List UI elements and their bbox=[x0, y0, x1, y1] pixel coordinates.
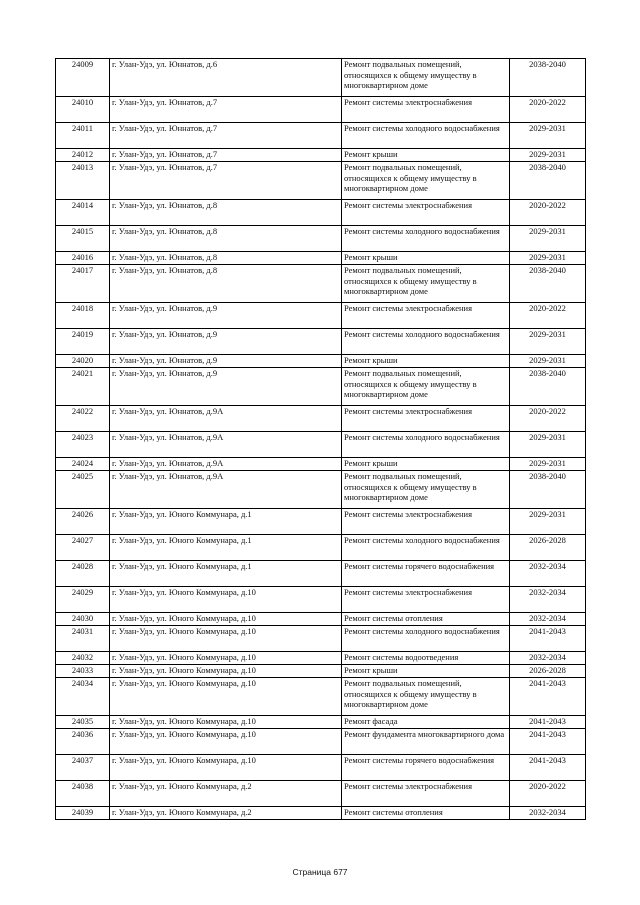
table-row bbox=[56, 265, 586, 303]
table-row bbox=[56, 200, 586, 226]
row-period: 2032-2034 bbox=[510, 561, 586, 587]
row-work: Ремонт системы горячего водоснабжения bbox=[342, 561, 510, 587]
row-period: 2029-2031 bbox=[510, 458, 586, 471]
row-id: 24019 bbox=[56, 329, 110, 355]
row-id: 24028 bbox=[56, 561, 110, 587]
table-row bbox=[56, 613, 586, 626]
row-work: Ремонт подвальных помещений, относящихся к общему имуществу в многоквартирном доме bbox=[342, 678, 510, 716]
row-period: 2020-2022 bbox=[510, 303, 586, 329]
row-work: Ремонт системы отопления bbox=[342, 807, 510, 820]
row-work: Ремонт системы холодного водоснабжения bbox=[342, 432, 510, 458]
table-row bbox=[56, 355, 586, 368]
table-row bbox=[56, 329, 586, 355]
table-row bbox=[56, 59, 586, 97]
row-work: Ремонт системы электроснабжения bbox=[342, 587, 510, 613]
row-work: Ремонт крыши bbox=[342, 665, 510, 678]
table-row bbox=[56, 807, 586, 820]
row-period: 2041-2043 bbox=[510, 678, 586, 716]
row-work: Ремонт системы электроснабжения bbox=[342, 509, 510, 535]
row-id: 24017 bbox=[56, 265, 110, 303]
row-work: Ремонт подвальных помещений, относящихся к общему имуществу в многоквартирном доме bbox=[342, 368, 510, 406]
row-period: 2020-2022 bbox=[510, 200, 586, 226]
table-row bbox=[56, 97, 586, 123]
row-address: г. Улан-Удэ, ул. Юннатов, д.9 bbox=[110, 355, 342, 368]
table-row bbox=[56, 626, 586, 652]
row-id: 24027 bbox=[56, 535, 110, 561]
row-period: 2032-2034 bbox=[510, 652, 586, 665]
row-address: г. Улан-Удэ, ул. Юннатов, д.8 bbox=[110, 226, 342, 252]
row-id: 24023 bbox=[56, 432, 110, 458]
row-address: г. Улан-Удэ, ул. Юного Коммунара, д.10 bbox=[110, 678, 342, 716]
table-row bbox=[56, 162, 586, 200]
row-id: 24032 bbox=[56, 652, 110, 665]
row-address: г. Улан-Удэ, ул. Юннатов, д.6 bbox=[110, 59, 342, 97]
row-id: 24033 bbox=[56, 665, 110, 678]
row-period: 2020-2022 bbox=[510, 97, 586, 123]
table-row bbox=[56, 652, 586, 665]
table-row bbox=[56, 406, 586, 432]
row-period: 2029-2031 bbox=[510, 226, 586, 252]
row-address: г. Улан-Удэ, ул. Юннатов, д.8 bbox=[110, 252, 342, 265]
row-id: 24018 bbox=[56, 303, 110, 329]
row-id: 24029 bbox=[56, 587, 110, 613]
row-period: 2038-2040 bbox=[510, 59, 586, 97]
table-row bbox=[56, 432, 586, 458]
table-row bbox=[56, 561, 586, 587]
row-work: Ремонт системы электроснабжения bbox=[342, 200, 510, 226]
row-id: 24022 bbox=[56, 406, 110, 432]
row-address: г. Улан-Удэ, ул. Юннатов, д.7 bbox=[110, 149, 342, 162]
row-period: 2038-2040 bbox=[510, 265, 586, 303]
row-address: г. Улан-Удэ, ул. Юного Коммунара, д.10 bbox=[110, 665, 342, 678]
table-row bbox=[56, 303, 586, 329]
row-work: Ремонт фасада bbox=[342, 716, 510, 729]
row-period: 2038-2040 bbox=[510, 368, 586, 406]
row-period: 2020-2022 bbox=[510, 781, 586, 807]
row-address: г. Улан-Удэ, ул. Юного Коммунара, д.2 bbox=[110, 807, 342, 820]
row-id: 24037 bbox=[56, 755, 110, 781]
works-table-body bbox=[56, 59, 586, 820]
row-period: 2029-2031 bbox=[510, 432, 586, 458]
row-period: 2029-2031 bbox=[510, 509, 586, 535]
row-period: 2041-2043 bbox=[510, 626, 586, 652]
row-period: 2029-2031 bbox=[510, 355, 586, 368]
table-row bbox=[56, 509, 586, 535]
row-work: Ремонт фундамента многоквартирного дома bbox=[342, 729, 510, 755]
table-row bbox=[56, 781, 586, 807]
row-id: 24039 bbox=[56, 807, 110, 820]
row-work: Ремонт крыши bbox=[342, 355, 510, 368]
row-work: Ремонт системы холодного водоснабжения bbox=[342, 626, 510, 652]
row-work: Ремонт подвальных помещений, относящихся к общему имуществу в многоквартирном доме bbox=[342, 59, 510, 97]
row-id: 24036 bbox=[56, 729, 110, 755]
row-id: 24012 bbox=[56, 149, 110, 162]
row-period: 2029-2031 bbox=[510, 329, 586, 355]
table-row bbox=[56, 755, 586, 781]
row-period: 2032-2034 bbox=[510, 587, 586, 613]
row-address: г. Улан-Удэ, ул. Юннатов, д.9 bbox=[110, 329, 342, 355]
row-id: 24024 bbox=[56, 458, 110, 471]
row-id: 24013 bbox=[56, 162, 110, 200]
row-id: 24014 bbox=[56, 200, 110, 226]
table-row bbox=[56, 587, 586, 613]
row-period: 2026-2028 bbox=[510, 665, 586, 678]
row-id: 24034 bbox=[56, 678, 110, 716]
row-address: г. Улан-Удэ, ул. Юного Коммунара, д.1 bbox=[110, 561, 342, 587]
row-address: г. Улан-Удэ, ул. Юного Коммунара, д.10 bbox=[110, 755, 342, 781]
row-address: г. Улан-Удэ, ул. Юного Коммунара, д.2 bbox=[110, 781, 342, 807]
row-period: 2041-2043 bbox=[510, 755, 586, 781]
row-id: 24038 bbox=[56, 781, 110, 807]
row-period: 2020-2022 bbox=[510, 406, 586, 432]
row-address: г. Улан-Удэ, ул. Юного Коммунара, д.10 bbox=[110, 729, 342, 755]
row-address: г. Улан-Удэ, ул. Юного Коммунара, д.10 bbox=[110, 716, 342, 729]
row-address: г. Улан-Удэ, ул. Юннатов, д.9 bbox=[110, 303, 342, 329]
row-address: г. Улан-Удэ, ул. Юного Коммунара, д.1 bbox=[110, 535, 342, 561]
row-id: 24011 bbox=[56, 123, 110, 149]
row-work: Ремонт крыши bbox=[342, 458, 510, 471]
table-row bbox=[56, 252, 586, 265]
row-address: г. Улан-Удэ, ул. Юннатов, д.9А bbox=[110, 471, 342, 509]
row-period: 2041-2043 bbox=[510, 729, 586, 755]
row-id: 24021 bbox=[56, 368, 110, 406]
row-id: 24015 bbox=[56, 226, 110, 252]
row-period: 2032-2034 bbox=[510, 613, 586, 626]
table-row bbox=[56, 226, 586, 252]
table-row bbox=[56, 716, 586, 729]
table-row bbox=[56, 458, 586, 471]
row-id: 24009 bbox=[56, 59, 110, 97]
works-table bbox=[55, 58, 586, 820]
row-address: г. Улан-Удэ, ул. Юннатов, д.9А bbox=[110, 406, 342, 432]
row-id: 24030 bbox=[56, 613, 110, 626]
row-address: г. Улан-Удэ, ул. Юннатов, д.8 bbox=[110, 200, 342, 226]
row-work: Ремонт подвальных помещений, относящихся к общему имуществу в многоквартирном доме bbox=[342, 471, 510, 509]
row-id: 24016 bbox=[56, 252, 110, 265]
row-work: Ремонт системы отопления bbox=[342, 613, 510, 626]
table-row bbox=[56, 665, 586, 678]
row-period: 2038-2040 bbox=[510, 162, 586, 200]
row-work: Ремонт крыши bbox=[342, 149, 510, 162]
row-work: Ремонт системы холодного водоснабжения bbox=[342, 123, 510, 149]
row-period: 2029-2031 bbox=[510, 149, 586, 162]
row-period: 2038-2040 bbox=[510, 471, 586, 509]
row-work: Ремонт крыши bbox=[342, 252, 510, 265]
table-row bbox=[56, 368, 586, 406]
table-row bbox=[56, 471, 586, 509]
row-address: г. Улан-Удэ, ул. Юного Коммунара, д.1 bbox=[110, 509, 342, 535]
row-id: 24010 bbox=[56, 97, 110, 123]
row-address: г. Улан-Удэ, ул. Юного Коммунара, д.10 bbox=[110, 626, 342, 652]
row-id: 24026 bbox=[56, 509, 110, 535]
row-address: г. Улан-Удэ, ул. Юннатов, д.9А bbox=[110, 458, 342, 471]
row-work: Ремонт системы электроснабжения bbox=[342, 406, 510, 432]
row-work: Ремонт системы электроснабжения bbox=[342, 781, 510, 807]
row-period: 2032-2034 bbox=[510, 807, 586, 820]
row-work: Ремонт системы холодного водоснабжения bbox=[342, 535, 510, 561]
row-address: г. Улан-Удэ, ул. Юннатов, д.9 bbox=[110, 368, 342, 406]
row-work: Ремонт подвальных помещений, относящихся к общему имуществу в многоквартирном доме bbox=[342, 265, 510, 303]
row-address: г. Улан-Удэ, ул. Юннатов, д.7 bbox=[110, 123, 342, 149]
row-address: г. Улан-Удэ, ул. Юннатов, д.7 bbox=[110, 97, 342, 123]
row-work: Ремонт системы электроснабжения bbox=[342, 303, 510, 329]
row-work: Ремонт системы электроснабжения bbox=[342, 97, 510, 123]
row-id: 24025 bbox=[56, 471, 110, 509]
row-id: 24035 bbox=[56, 716, 110, 729]
table-row bbox=[56, 149, 586, 162]
page-number: Страница 677 bbox=[292, 867, 348, 877]
row-work: Ремонт системы холодного водоснабжения bbox=[342, 226, 510, 252]
table-row bbox=[56, 678, 586, 716]
table-row bbox=[56, 729, 586, 755]
row-address: г. Улан-Удэ, ул. Юного Коммунара, д.10 bbox=[110, 587, 342, 613]
table-row bbox=[56, 123, 586, 149]
row-address: г. Улан-Удэ, ул. Юннатов, д.9А bbox=[110, 432, 342, 458]
row-address: г. Улан-Удэ, ул. Юного Коммунара, д.10 bbox=[110, 652, 342, 665]
row-period: 2026-2028 bbox=[510, 535, 586, 561]
row-period: 2029-2031 bbox=[510, 123, 586, 149]
row-id: 24031 bbox=[56, 626, 110, 652]
row-period: 2029-2031 bbox=[510, 252, 586, 265]
table-row bbox=[56, 535, 586, 561]
row-period: 2041-2043 bbox=[510, 716, 586, 729]
row-id: 24020 bbox=[56, 355, 110, 368]
row-work: Ремонт системы горячего водоснабжения bbox=[342, 755, 510, 781]
row-work: Ремонт системы холодного водоснабжения bbox=[342, 329, 510, 355]
row-address: г. Улан-Удэ, ул. Юннатов, д.8 bbox=[110, 265, 342, 303]
row-work: Ремонт подвальных помещений, относящихся к общему имуществу в многоквартирном доме bbox=[342, 162, 510, 200]
row-address: г. Улан-Удэ, ул. Юного Коммунара, д.10 bbox=[110, 613, 342, 626]
row-work: Ремонт системы водоотведения bbox=[342, 652, 510, 665]
row-address: г. Улан-Удэ, ул. Юннатов, д.7 bbox=[110, 162, 342, 200]
